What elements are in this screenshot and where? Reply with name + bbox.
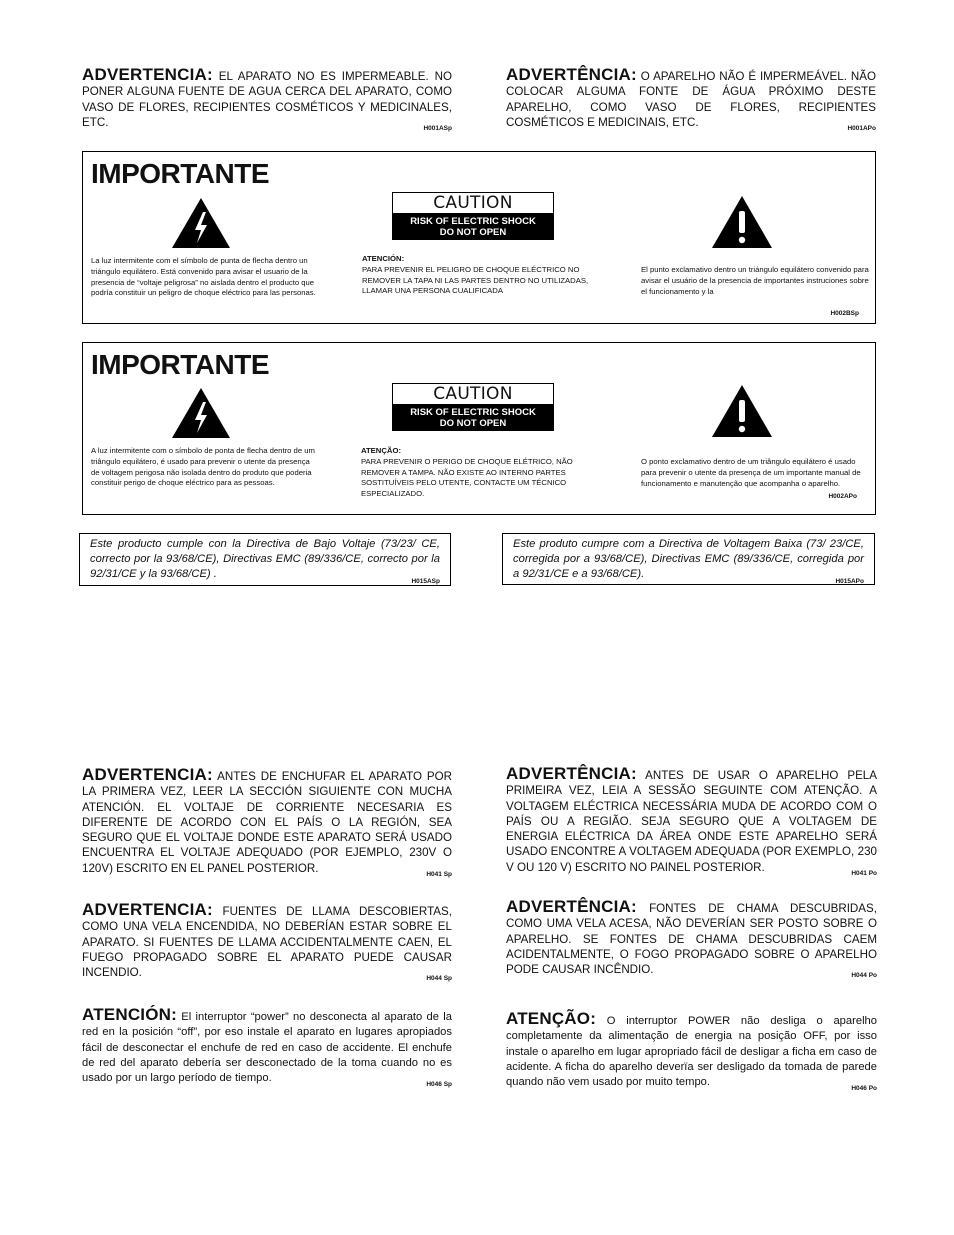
warning-text: ANTES DE USAR O APARELHO PELA PRIMEIRA VEZ, LEIA A SESSÃO SEGUINTE COM ATENÇÃO. A VOLTAGEM ELÉCTRICA NECESSÁRIA MUDA DE ACORDO COM O PAÍS OU A REGIÃO. SEJA SEGURO QUE A VOLTAGEM DE ENERGIA ELÉCTRICA DA ÁREA ONDE ESTE APARELHO SERÁ USADO ENCONTRE A VOLTAGEM ADEQUADA (POR EXEMPLO, 230 V OU 120 V) ESCRITO NO PAINEL POSTERIOR.	[506, 769, 877, 874]
caution-subtitle	[392, 405, 554, 431]
warning-text: FONTES DE CHAMA DESCUBRIDAS, COMO UMA VELA ACESA, NÃO DEVERÍAN SER POSTO SOBRE O APARELHO. SE FONTES DE CHAMA DESCUBRIDAS CAEM ACIDENTALMENTE, O FOGO PROPAGADO SOBRE O APARELHO PODE CAUSAR INCÊNDIO.	[506, 902, 877, 977]
importante-code: H002APo	[828, 493, 857, 500]
warning-power-es	[82, 1007, 452, 1092]
warning-heading: ADVERTÊNCIA:	[506, 764, 637, 783]
warning-flame-pt	[506, 899, 877, 983]
atencao-text: PARA PREVENIR O PERIGO DE CHOQUE ELÉTRICO, NÃO REMOVER A TAMPA. NÃO EXISTE AO INTERNO PARTES SOSTITUÍVEIS PELO UTENTE, CONTACTE UM TÉCNICO ESPECIALIZADO.	[361, 456, 573, 499]
lightning-explanation: La luz intermitente com el símbolo de punta de flecha dentro un triángulo equilátero. Está convenido para avisar el usuario de la presencia de “voltaje peligrosa” no aislada dentro el producto que podría constituir un peligro de choque eléctrico para las personas.	[91, 256, 316, 298]
exclamation-explanation	[641, 457, 869, 489]
warning-water-pt	[506, 67, 876, 136]
warning-heading: ADVERTÊNCIA:	[506, 65, 637, 84]
warning-text: El interruptor “power” no desconecta al aparato de la red en la posición “off”, por eso instale el aparato en lugares apropiados fácil de desconectar el enchufe de red en caso de accidente. El enchufe de red del aparato debería ser desconectado de la toma cuando no es usado por un largo período de tiempo.	[82, 1011, 453, 1085]
importante-box-pt	[82, 342, 876, 515]
warning-heading: ATENCIÓN:	[82, 1005, 177, 1024]
atencion-heading: ATENCIÓN:	[362, 254, 405, 263]
warning-text: O APARELHO NÃO É IMPERMEÁVEL. NÃO COLOCAR ALGUMA FONTE DE ÁGUA PRÓXIMO DESTE APARELHO, COMO VASO DE FLORES, RECIPIENTES COSMÉTICOS E MEDICINAIS, ETC.	[506, 70, 876, 129]
atencao-notice	[361, 446, 599, 500]
importante-title: IMPORTANTE	[91, 158, 270, 189]
warning-code: H044 Po	[851, 972, 877, 980]
directive-text: Este produto cumpre com a Directiva de Voltagem Baixa (73/ 23/CE, corregida por a 93/68/CE), Directivas EMC (89/336/CE, corregida por a 92/31/CE e a 93/68/CE).	[513, 538, 864, 581]
caution-line-1: RISK OF ELECTRIC SHOCK	[410, 407, 536, 418]
warning-code: H041 Sp	[426, 870, 452, 878]
caution-title: CAUTION	[392, 383, 554, 405]
exclamation-explanation: El punto exclamativo dentro un triángulo equilátero convenido para avisar el usuário de la presencia de importantes instruciones sobre el funcionamento y la	[641, 265, 869, 296]
lightning-triangle-icon	[171, 197, 231, 249]
importante-code: H002BSp	[830, 310, 859, 317]
exclamation-triangle-icon	[711, 384, 773, 438]
warning-voltage-pt	[506, 766, 877, 881]
warning-heading: ATENÇÃO:	[506, 1009, 597, 1028]
warning-code: H044 Sp	[426, 975, 452, 983]
directive-code: H015APo	[835, 578, 864, 586]
warning-flame-es	[82, 902, 452, 986]
exclamation-triangle-icon	[711, 195, 773, 249]
directive-box-es	[79, 533, 451, 586]
warning-text: O interruptor POWER não desliga o aparelho completamente da alimentação de energia na posição OFF, por isso instale o aparelho em lugar apropriado fácil de desligar a ficha em caso de acidente. A ficha do aparelho deverïa ser desligado da tomada de parede quando não vem usado por muito tempo.	[506, 1015, 877, 1089]
warning-heading: ADVERTENCIA:	[82, 900, 213, 919]
warning-power-pt	[506, 1011, 877, 1096]
caution-title: CAUTION	[392, 192, 554, 214]
warning-code: H001APo	[847, 124, 876, 132]
caution-line-2: DO NOT OPEN	[439, 227, 507, 238]
warning-code: H046 Sp	[426, 1081, 452, 1089]
warning-text: EL APARATO NO ES IMPERMEABLE. NO PONER ALGUNA FUENTE DE AGUA CERCA DEL APARATO, COMO VASO DE FLORES, RECIPIENTES COSMÉTICOS Y MEDICINALES, ETC.	[82, 70, 452, 129]
warning-voltage-es	[82, 767, 452, 882]
caution-subtitle	[392, 214, 554, 240]
caution-line-2: DO NOT OPEN	[439, 418, 507, 429]
warning-code: H046 Po	[851, 1085, 877, 1093]
atencao-heading: ATENÇÃO:	[361, 446, 401, 455]
lightning-explanation: A luz intermitente com o símbolo de ponta de flecha dentro de um triângulo equilátero, é usado para prevenir o utente da presença de voltagem perigosa não isolada dentro do produto que poderia constituir perigo de choque eléctrico para as pessoas.	[91, 446, 315, 488]
warning-heading: ADVERTÊNCIA:	[506, 897, 637, 916]
caution-line-1: RISK OF ELECTRIC SHOCK	[410, 216, 536, 227]
atencion-notice	[362, 254, 600, 297]
warning-text: ANTES DE ENCHUFAR EL APARATO POR LA PRIMERA VEZ, LEER LA SECCIÓN SIGUIENTE CON MUCHA ATENCIÓN. EL VOLTAJE DE CORRIENTE NECESARIA ES DIFERENTE DE ACORDO CON EL PAÍS O LA REGIÓN, SEA SEGURO QUE EL VOLTAJE DONDE ESTE APARATO SERÁ USADO ENCUENTRA EL VOLTAJE ADEQUADO (POR EJEMPLO, 230V O 120V) ESCRITO EN EL PANEL POSTERIOR.	[82, 770, 453, 875]
warning-heading: ADVERTENCIA:	[82, 765, 213, 784]
warning-code: H001ASp	[423, 124, 452, 132]
directive-code: H015ASp	[411, 578, 440, 586]
lightning-triangle-icon	[171, 387, 231, 439]
caution-label	[392, 383, 554, 431]
warning-text: FUENTES DE LLAMA DESCOBIERTAS, COMO UNA VELA ENCENDIDA, NO DEBERÍAN ESTAR SOBRE EL APARATO. SI FUENTES DE LLAMA ACCIDENTALMENTE CAEN, EL FUEGO PROPAGADO SOBRE EL APARATO PUEDE CAUSAR INCENDIO.	[82, 905, 452, 980]
directive-text: Este producto cumple con la Directiva de Bajo Voltaje (73/23/ CE, correcto por la 93/68/CE), Directivas EMC (89/336/CE, correcto por la 92/31/CE y la 93/68/CE) .	[90, 538, 440, 581]
directive-box-pt	[502, 533, 875, 585]
importante-title: IMPORTANTE	[91, 349, 270, 380]
warning-code: H041 Po	[851, 869, 877, 877]
atencion-text: PARA PREVENIR EL PELIGRO DE CHOQUE ELÉCTRICO NO REMOVER LA TAPA NI LAS PARTES DENTRO NO UTILIZADAS, LLAMAR UNA PERSONA CUALIFICADA	[362, 264, 589, 296]
warning-water-es	[82, 67, 452, 136]
caution-label	[392, 192, 554, 240]
warning-heading: ADVERTENCIA:	[82, 65, 213, 84]
exclamation-explanation-text: O ponto exclamativo dentro de um triângulo equilátero é usado para prevenir o utente da presença de um importante manual de funcionamento e manutenção que acompanha o aparelho.	[641, 457, 861, 488]
importante-box-es	[82, 151, 876, 324]
